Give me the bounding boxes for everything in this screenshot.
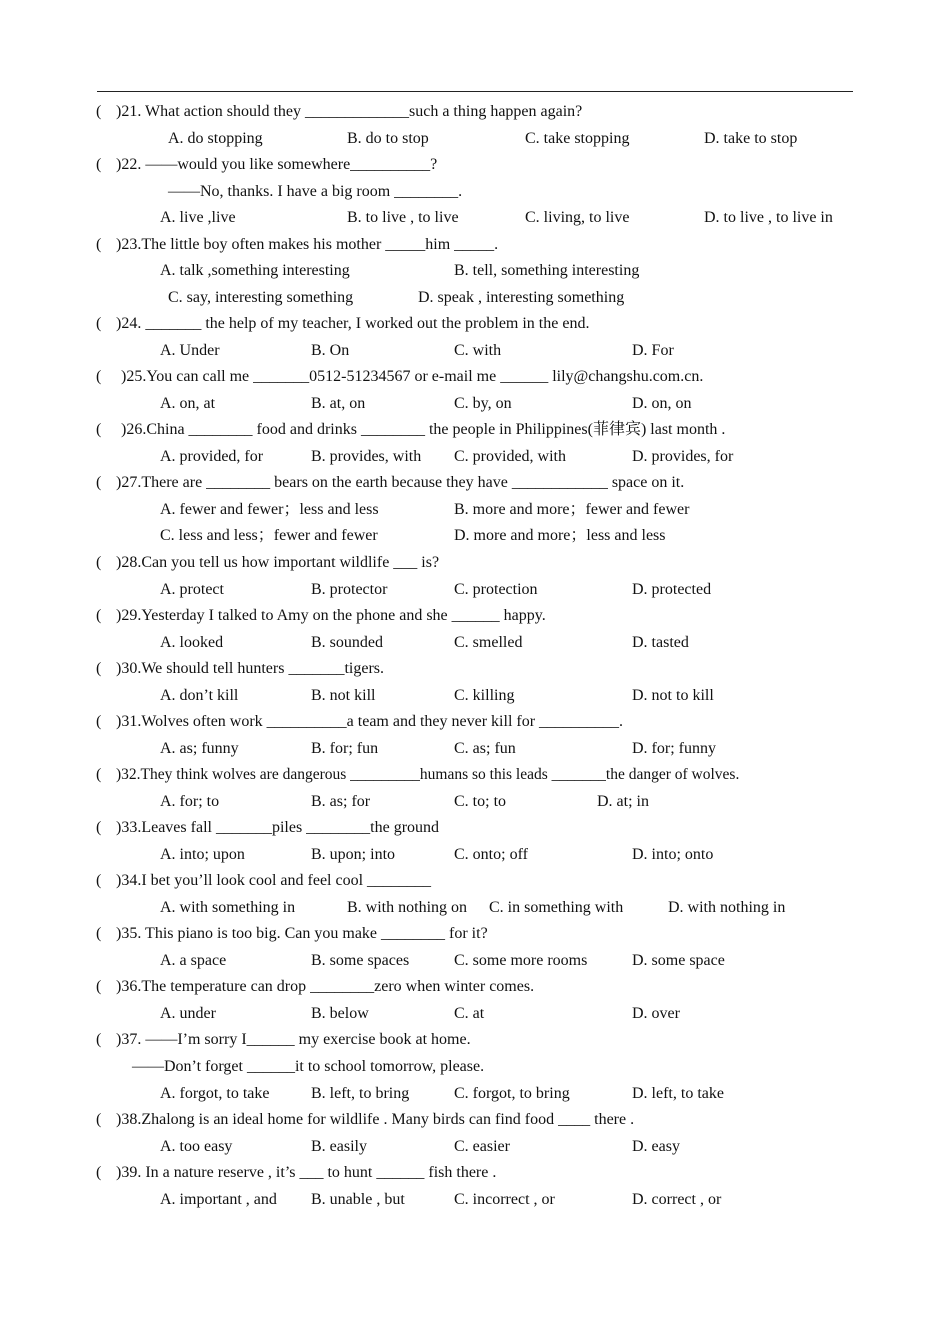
question-stem: )37. ——I’m sorry I______ my exercise book at home.	[116, 1031, 471, 1048]
option-c: C. as; fun	[454, 740, 516, 757]
option-a: A. forgot, to take	[160, 1085, 270, 1102]
option-d: D. left, to take	[632, 1085, 724, 1102]
question-stem: )24. _______ the help of my teacher, I worked out the problem in the end.	[116, 315, 590, 332]
option-a: A. do stopping	[168, 130, 263, 147]
option-c: C. by, on	[454, 395, 512, 412]
option-b: B. some spaces	[311, 952, 410, 969]
answer-paren: (	[96, 554, 102, 571]
option-c: C. smelled	[454, 634, 523, 651]
option-a: A. protect	[160, 581, 224, 598]
answer-paren: (	[96, 315, 102, 332]
answer-paren: (	[96, 103, 102, 120]
option-b: B. upon; into	[311, 846, 396, 863]
option-d: D. take to stop	[704, 130, 798, 147]
option-c: C. at	[454, 1005, 485, 1022]
question-stem: )28.Can you tell us how important wildlife ___ is?	[116, 554, 440, 571]
option-d: D. on, on	[632, 395, 692, 412]
header-rule	[97, 91, 853, 92]
option-a: A. important , and	[160, 1191, 277, 1208]
option-a: A. talk ,something interesting	[160, 262, 350, 279]
option-b: B. protector	[311, 581, 388, 598]
option-b: B. to live , to live	[347, 209, 459, 226]
option-a: A. don’t kill	[160, 687, 239, 704]
question-stem: )31.Wolves often work __________a team and they never kill for __________.	[116, 713, 624, 730]
question-stem: )30.We should tell hunters _______tigers.	[116, 660, 385, 677]
answer-paren: (	[96, 156, 102, 173]
answer-paren: (	[96, 236, 102, 253]
option-b: B. provides, with	[311, 448, 422, 465]
option-d: D. not to kill	[632, 687, 714, 704]
question-stem: )38.Zhalong is an ideal home for wildlife . Many birds can find food ____ there .	[116, 1111, 635, 1128]
option-c: C. say, interesting something	[168, 289, 354, 306]
option-d: D. more and more；less and less	[454, 527, 666, 544]
option-a: A. looked	[160, 634, 224, 651]
option-d: D. at; in	[597, 793, 649, 810]
option-a: A. live ,live	[160, 209, 236, 226]
option-c: C. protection	[454, 581, 538, 598]
answer-paren: (	[96, 1164, 102, 1181]
option-b: B. easily	[311, 1138, 367, 1155]
option-b: B. below	[311, 1005, 369, 1022]
option-d: D. provides, for	[632, 448, 734, 465]
option-c: C. living, to live	[525, 209, 630, 226]
option-d: D. over	[632, 1005, 680, 1022]
option-b: B. On	[311, 342, 350, 359]
option-c: C. forgot, to bring	[454, 1085, 570, 1102]
option-b: B. not kill	[311, 687, 376, 704]
answer-paren: (	[96, 1111, 102, 1128]
question-stem: )22. ——would you like somewhere__________?	[116, 156, 438, 173]
option-d: D. speak , interesting something	[418, 289, 625, 306]
answer-paren: (	[96, 660, 102, 677]
question-stem: )25.You can call me _______0512-51234567 or e-mail me ______ lily@changshu.com.cn.	[121, 368, 704, 385]
option-b: B. unable , but	[311, 1191, 405, 1208]
question-dialogue: ——No, thanks. I have a big room ________.	[168, 183, 463, 200]
option-c: C. incorrect , or	[454, 1191, 555, 1208]
question-stem: )27.There are ________ bears on the earth because they have ____________ space on it.	[116, 474, 685, 491]
option-b: B. tell, something interesting	[454, 262, 640, 279]
answer-paren: (	[96, 474, 102, 491]
question-stem: )29.Yesterday I talked to Amy on the phone and she ______ happy.	[116, 607, 546, 624]
option-d: D. for; funny	[632, 740, 716, 757]
option-d: D. easy	[632, 1138, 680, 1155]
option-b: B. more and more；fewer and fewer	[454, 501, 690, 518]
option-c: C. provided, with	[454, 448, 566, 465]
option-a: A. fewer and fewer；less and less	[160, 501, 379, 518]
question-stem: )35. This piano is too big. Can you make ________ for it?	[116, 925, 488, 942]
option-a: A. under	[160, 1005, 216, 1022]
option-d: D. correct , or	[632, 1191, 722, 1208]
option-b: B. at, on	[311, 395, 366, 412]
option-a: A. with something in	[160, 899, 296, 916]
answer-paren: (	[96, 766, 102, 783]
question-stem: )26.China ________ food and drinks ________ the people in Philippines(菲律宾) last month .	[121, 421, 726, 438]
option-a: A. on, at	[160, 395, 216, 412]
question-dialogue: ——Don’t forget ______it to school tomorrow, please.	[132, 1058, 485, 1075]
option-d: D. with nothing in	[668, 899, 786, 916]
option-d: D. For	[632, 342, 674, 359]
question-stem: )32.They think wolves are dangerous _________humans so this leads _______the danger of wolves.	[116, 766, 740, 783]
option-b: B. sounded	[311, 634, 383, 651]
answer-paren: (	[96, 925, 102, 942]
question-stem: )34.I bet you’ll look cool and feel cool ________	[116, 872, 432, 889]
answer-paren: (	[96, 819, 102, 836]
option-d: D. protected	[632, 581, 712, 598]
option-c: C. take stopping	[525, 130, 630, 147]
answer-paren: (	[96, 978, 102, 995]
option-c: C. easier	[454, 1138, 510, 1155]
option-c: C. some more rooms	[454, 952, 588, 969]
question-stem: )39. In a nature reserve , it’s ___ to hunt ______ fish there .	[116, 1164, 497, 1181]
answer-paren: (	[96, 1031, 102, 1048]
option-b: B. as; for	[311, 793, 371, 810]
answer-paren: (	[96, 713, 102, 730]
option-c: C. less and less；fewer and fewer	[160, 527, 378, 544]
option-a: A. into; upon	[160, 846, 245, 863]
option-b: B. left, to bring	[311, 1085, 410, 1102]
option-a: A. Under	[160, 342, 220, 359]
option-b: B. with nothing on	[347, 899, 468, 916]
option-c: C. with	[454, 342, 502, 359]
answer-paren: (	[96, 421, 102, 438]
option-a: A. provided, for	[160, 448, 264, 465]
question-stem: )33.Leaves fall _______piles ________the ground	[116, 819, 440, 836]
option-d: D. tasted	[632, 634, 689, 651]
option-b: B. do to stop	[347, 130, 429, 147]
option-d: D. into; onto	[632, 846, 714, 863]
option-b: B. for; fun	[311, 740, 379, 757]
answer-paren: (	[96, 607, 102, 624]
option-a: A. for; to	[160, 793, 220, 810]
option-c: C. killing	[454, 687, 515, 704]
option-c: C. onto; off	[454, 846, 528, 863]
option-a: A. as; funny	[160, 740, 239, 757]
question-stem: )36.The temperature can drop ________zero when winter comes.	[116, 978, 535, 995]
option-d: D. to live , to live in	[704, 209, 833, 226]
option-a: A. a space	[160, 952, 227, 969]
option-c: C. in something with	[489, 899, 624, 916]
question-stem: )23.The little boy often makes his mother _____him _____.	[116, 236, 499, 253]
option-a: A. too easy	[160, 1138, 233, 1155]
question-stem: )21. What action should they _____________such a thing happen again?	[116, 103, 583, 120]
answer-paren: (	[96, 872, 102, 889]
answer-paren: (	[96, 368, 102, 385]
option-c: C. to; to	[454, 793, 507, 810]
option-d: D. some space	[632, 952, 725, 969]
